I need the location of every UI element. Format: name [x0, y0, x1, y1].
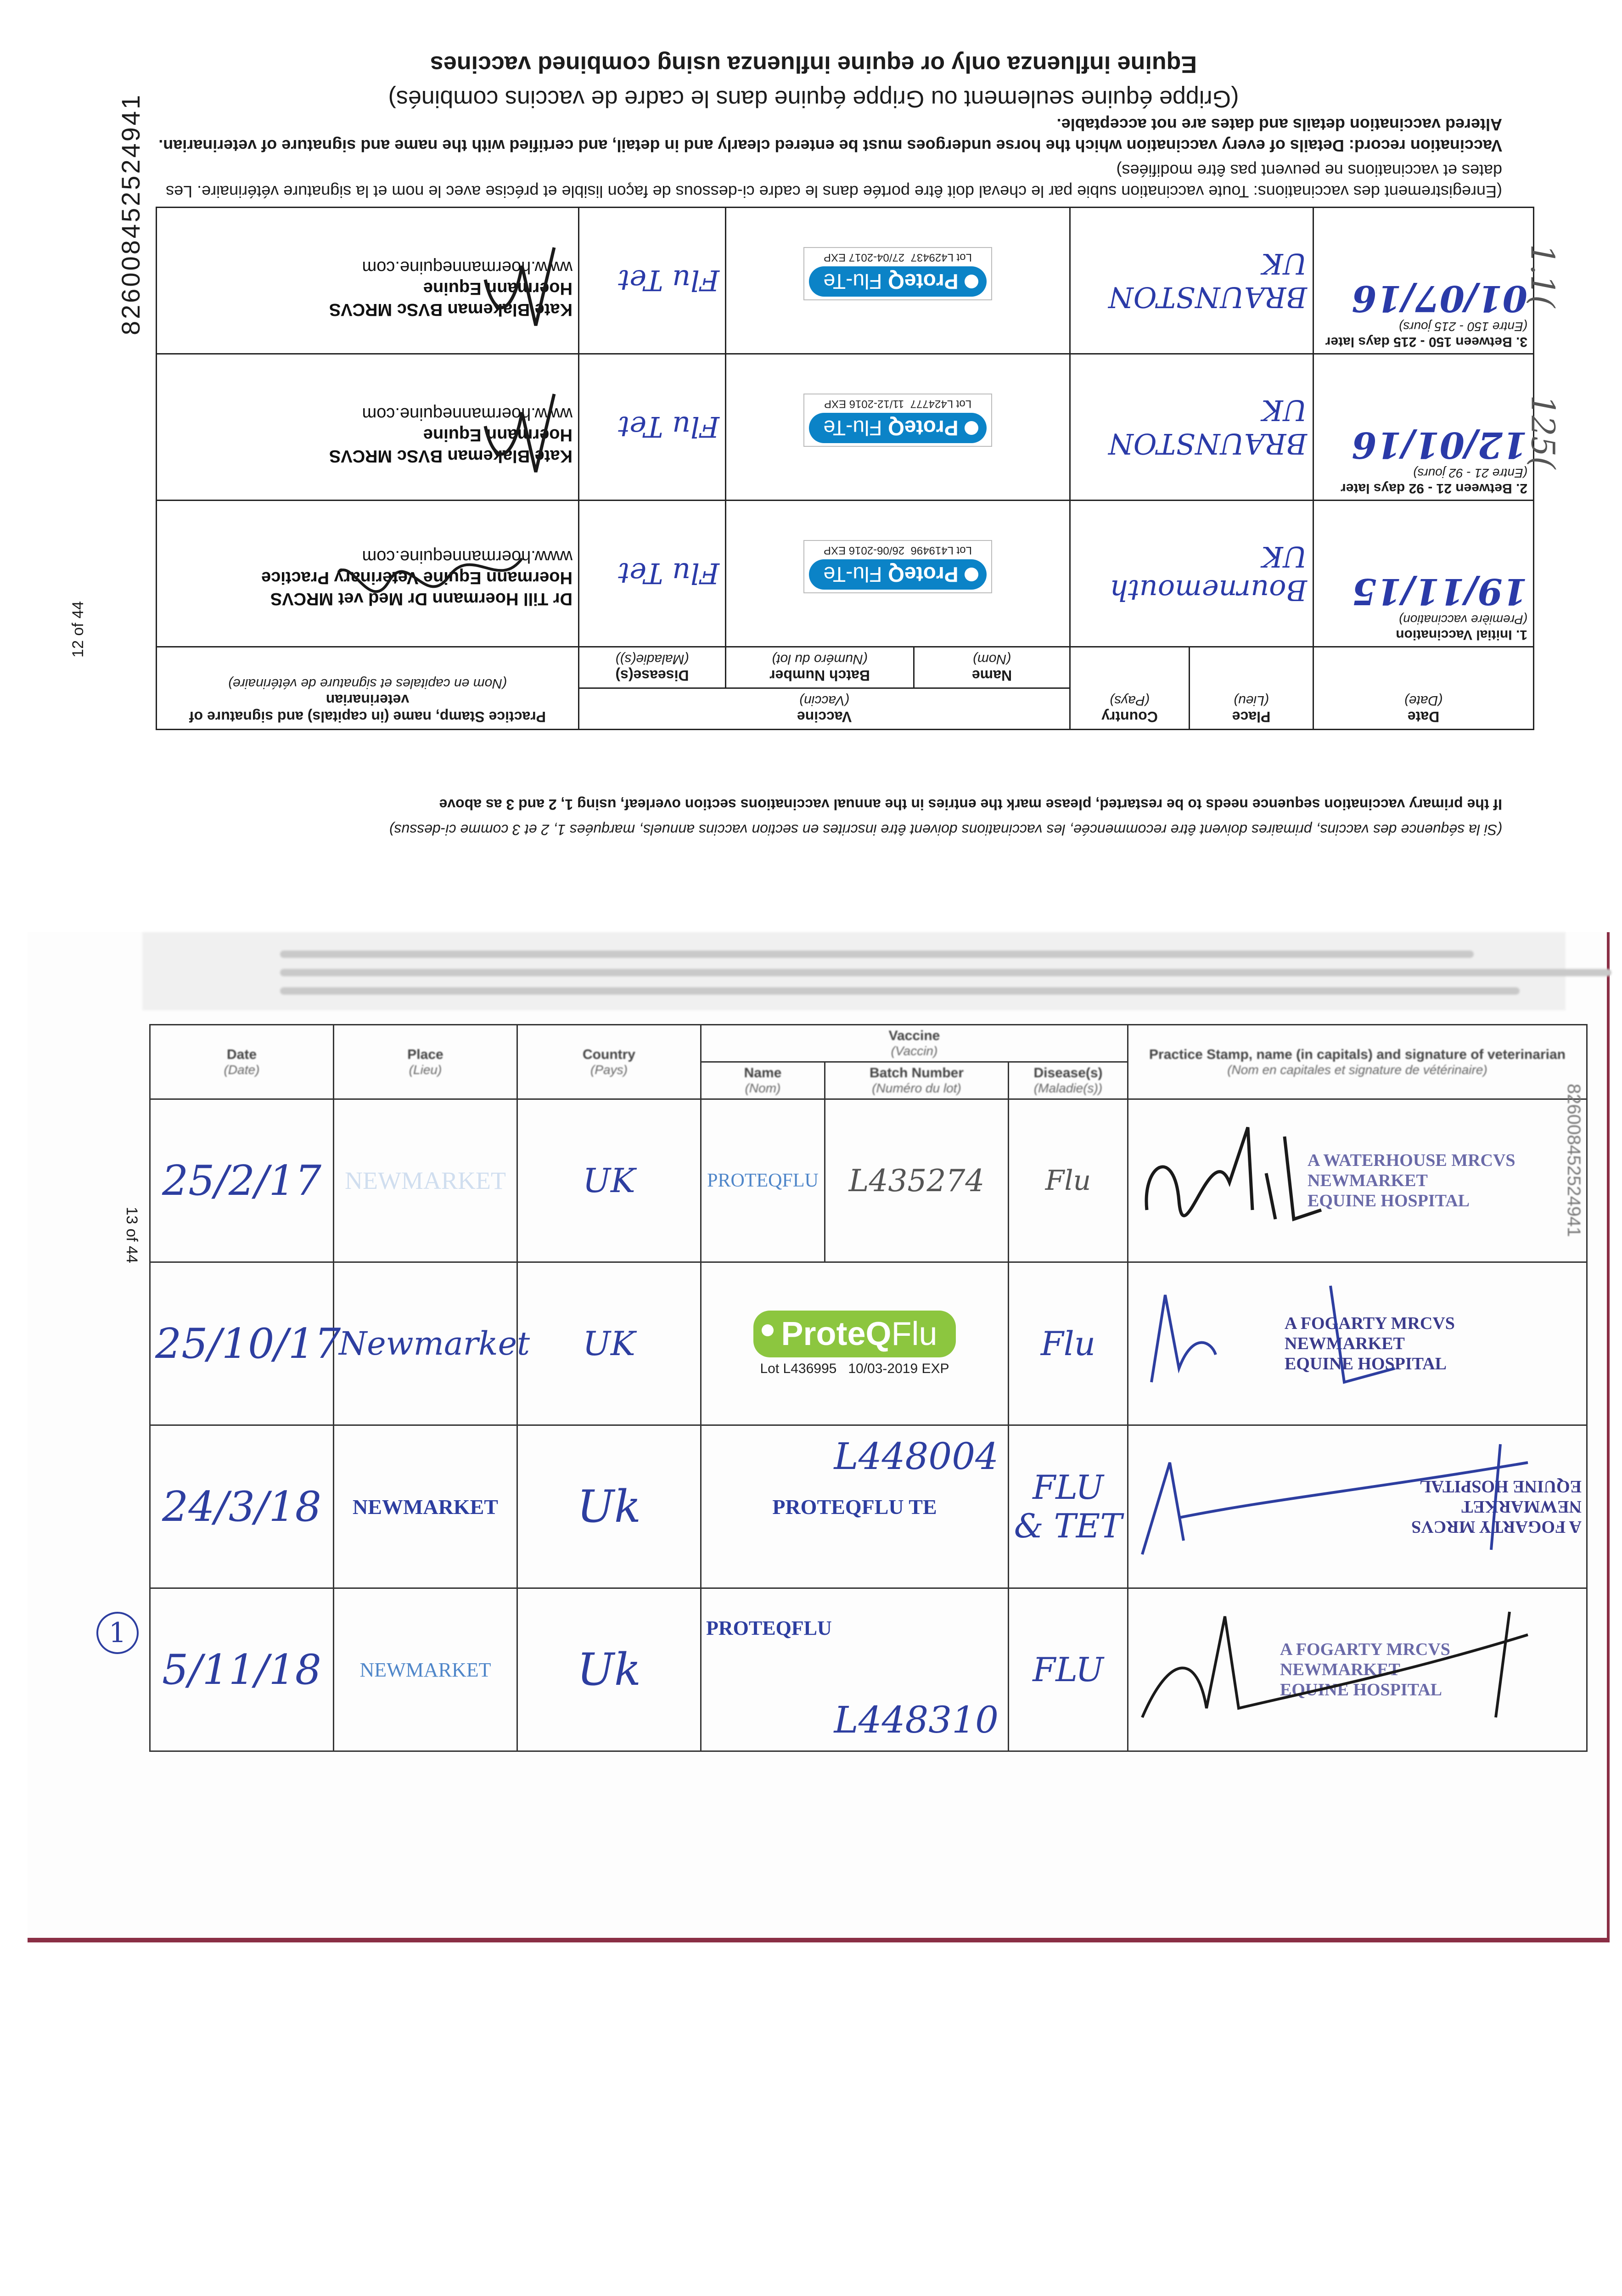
vet-stamp-cell — [1128, 1588, 1587, 1751]
proteq-logo: ProteQ Flu-Te — [809, 266, 987, 297]
vaccine-sticker — [803, 247, 993, 300]
proteq-flu-sticker: ProteQFlu — [753, 1311, 955, 1357]
header-date: Date (Date) — [1313, 647, 1534, 730]
vet-stamp: Kate Blakeman BVSc MRCVS Hoermann Equine www.hoermannequine.com — [329, 404, 572, 466]
margin-note: 1.1( — [1523, 244, 1561, 308]
country-cell — [1070, 354, 1313, 501]
date-cell: 25/10/17 — [150, 1262, 334, 1425]
header-place: Place (Lieu) — [334, 1025, 517, 1099]
disease-cell — [579, 501, 726, 647]
vaccine-sticker — [803, 394, 993, 447]
handwritten-disease: Flu Tet — [618, 410, 719, 444]
vet-stamp-cell — [1128, 1425, 1587, 1588]
header-vaccine: Vaccine (Vaccin) — [579, 688, 1070, 730]
vaccine-label-cell — [726, 354, 1070, 501]
vaccine-sticker — [803, 540, 993, 593]
table-row — [157, 208, 1534, 354]
date-cell: 2. Between 21 - 92 days later (Entre 21 - 92 jours) 12/01/16 — [1313, 354, 1534, 501]
handwritten-country: BRAUNSTON UK — [1108, 247, 1307, 314]
header-batch: Batch Number (Numéro du lot) — [726, 647, 914, 688]
batch-cell: L435274 — [825, 1099, 1009, 1262]
annual-vaccination-table — [149, 1024, 1588, 1752]
signature — [1138, 1118, 1330, 1238]
disease-cell: FLU — [1009, 1588, 1128, 1751]
vet-stamp: A FOGARTY MRCVS NEWMARKET EQUINE HOSPITAL — [1280, 1640, 1450, 1699]
header-batch: Batch Number (Numéro du lot) — [825, 1062, 1009, 1099]
date-cell: 5/11/18 — [150, 1588, 334, 1751]
passport-id-number: 826008452524941 — [1564, 1084, 1584, 1237]
disease-cell — [579, 208, 726, 354]
vet-stamp: A FOGARTY MRCVS NEWMARKET EQUINE HOSPITAL — [1411, 1477, 1582, 1536]
handwritten-country: BRAUNSTON UK — [1108, 394, 1307, 461]
section-heading: Equine influenza only or equine influenza using combined vaccines — [430, 51, 1197, 78]
page-12-rotated-content — [0, 0, 1622, 932]
margin-note: 125( — [1524, 395, 1562, 469]
disease-cell: Flu — [1009, 1262, 1128, 1425]
date-cell: 3. Between 150 - 215 days later (Entre 150 - 215 jours) 01/07/16 — [1313, 208, 1534, 354]
vaccine-name-batch-cell: PROTEQFLU TE L448004 — [701, 1425, 1009, 1588]
vaccine-label-cell — [726, 208, 1070, 354]
signature — [1133, 1598, 1546, 1736]
place-cell: NEWMARKET — [334, 1099, 517, 1262]
table-row — [150, 1425, 1587, 1588]
signature — [334, 540, 527, 595]
country-cell: UK — [517, 1099, 701, 1262]
country-cell — [1070, 501, 1313, 647]
vet-stamp: A FOGARTY MRCVS NEWMARKET EQUINE HOSPITAL — [1285, 1314, 1455, 1373]
vaccine-name-batch-cell: PROTEQFLU L448310 — [701, 1588, 1009, 1751]
vaccine-name-cell: PROTEQFLU — [701, 1099, 825, 1262]
page-number: 12 of 44 — [69, 601, 87, 658]
disease-cell — [579, 354, 726, 501]
vet-stamp-cell — [1128, 1262, 1587, 1425]
primary-vaccination-table — [156, 207, 1534, 730]
date-cell: 25/2/17 — [150, 1099, 334, 1262]
table-row — [150, 1099, 1587, 1262]
header-name: Name (Nom) — [701, 1062, 825, 1099]
handwritten-country: Bournemouth UK — [1110, 540, 1307, 607]
header-country: Country (Pays) — [1070, 647, 1190, 730]
passport-id-number: 826008452524941 — [116, 93, 145, 335]
proteq-logo: ProteQ Flu-Te — [809, 413, 987, 443]
vaccine-label-cell — [701, 1262, 1009, 1425]
country-cell: UK — [517, 1262, 701, 1425]
passport-page-13 — [28, 932, 1610, 1942]
signature — [1138, 1277, 1413, 1396]
handwritten-disease: Flu Tet — [618, 557, 719, 591]
header-date: Date (Date) — [150, 1025, 334, 1099]
header-name: Name (Nom) — [914, 647, 1070, 688]
header-disease: Disease(s) (Maladie(s)) — [579, 647, 726, 688]
vet-stamp-cell — [157, 354, 579, 501]
table-row — [150, 1588, 1587, 1751]
table-row — [157, 354, 1534, 501]
record-instructions: Vaccination record: Details of every vaccination which the horse undergoes must be entered clearly and in detail, and certified with the name and signature of veterinarian. Altered vaccination details and dates are not acceptable. — [158, 115, 1502, 155]
leaf-icon — [965, 568, 978, 581]
disease-cell: Flu — [1009, 1099, 1128, 1262]
country-cell: Uk — [517, 1588, 701, 1751]
signature — [471, 390, 563, 482]
section-heading-fr: (Grippe équine seulement ou Grippe équine dans le cadre de vaccins combinés) — [388, 85, 1239, 112]
handwritten-date: 19/11/15 — [1352, 570, 1527, 612]
table-row — [150, 1262, 1587, 1425]
leaf-icon — [965, 275, 978, 288]
page-number: 13 of 44 — [123, 1207, 140, 1263]
signature — [471, 243, 563, 335]
place-cell: NEWMARKET — [334, 1425, 517, 1588]
record-instructions-fr: (Enregistrement des vaccinations: Toute vaccination subie par le cheval doit être portée dans le cadre ci-dessous de façon lisible et précise avec le nom et la signature vétérinaire. Les dates et vaccinations ne peuvent pas être modifiées) — [166, 161, 1502, 201]
circled-sequence-mark: 1 — [96, 1612, 139, 1654]
faded-instructions — [142, 932, 1566, 1010]
vet-stamp-cell — [1128, 1099, 1587, 1262]
header-country: Country (Pays) — [517, 1025, 701, 1099]
vaccine-label-cell — [726, 501, 1070, 647]
vet-stamp-cell — [157, 208, 579, 354]
vet-stamp-cell — [157, 501, 579, 647]
handwritten-date: 12/01/16 — [1352, 424, 1527, 466]
header-place: Place (Lieu) — [1190, 647, 1313, 730]
place-cell: NEWMARKET — [334, 1588, 517, 1751]
country-cell: Uk — [517, 1425, 701, 1588]
vet-stamp: Dr Till Hoermann Dr Med vet MRCVS Hoermann Equine Veterinary Practice www.hoermannequine.com — [261, 547, 572, 608]
header-stamp: Practice Stamp, name (in capitals) and signature of veterinarian (Nom en capitales et signature de vétérinaire) — [157, 647, 579, 730]
header-disease: Disease(s) (Maladie(s)) — [1009, 1062, 1128, 1099]
lot-number: Lot L424777 11/12-2016 EXP — [824, 398, 972, 410]
table-row — [157, 501, 1534, 647]
date-cell: 24/3/18 — [150, 1425, 334, 1588]
leaf-icon — [762, 1324, 774, 1336]
header-vaccine: Vaccine (Vaccin) — [701, 1025, 1128, 1062]
restart-footnote-fr: (Si la séquence des vaccins, primaires doivent être recommencée, les vaccinations doivent être inscrites en section vaccins annuels, marquées 1, 2 et 3 comme ci-dessus) — [389, 822, 1502, 838]
disease-cell: FLU & TET — [1009, 1425, 1128, 1588]
passport-page-12 — [0, 0, 1622, 932]
place-cell: Newmarket — [334, 1262, 517, 1425]
vet-stamp: A WATERHOUSE MRCVS NEWMARKET EQUINE HOSPITAL — [1308, 1151, 1515, 1210]
country-cell — [1070, 208, 1313, 354]
lot-number: Lot L419496 26/06-2016 EXP — [824, 544, 972, 557]
handwritten-disease: Flu Tet — [618, 264, 719, 298]
leaf-icon — [965, 421, 978, 435]
vet-stamp: Kate Blakeman BVSc MRCVS Hoermann Equine www.hoermannequine.com — [329, 258, 572, 320]
restart-footnote: If the primary vaccination sequence needs to be restarted, please mark the entries in the annual vaccinations section overleaf, using 1, 2 and 3 as above — [439, 796, 1502, 813]
header-stamp: Practice Stamp, name (in capitals) and signature of veterinarian (Nom en capitales et signature de vétérinaire) — [1128, 1025, 1587, 1099]
proteq-logo: ProteQ Flu-Te — [809, 559, 987, 590]
signature — [1133, 1435, 1546, 1573]
date-cell: 1. Initial Vaccination (Première vaccination) 19/11/15 — [1313, 501, 1534, 647]
lot-number: Lot L436995 10/03-2019 EXP — [760, 1361, 949, 1376]
handwritten-date: 01/07/16 — [1352, 277, 1527, 319]
lot-number: Lot L429437 27/04-2017 EXP — [824, 251, 972, 264]
